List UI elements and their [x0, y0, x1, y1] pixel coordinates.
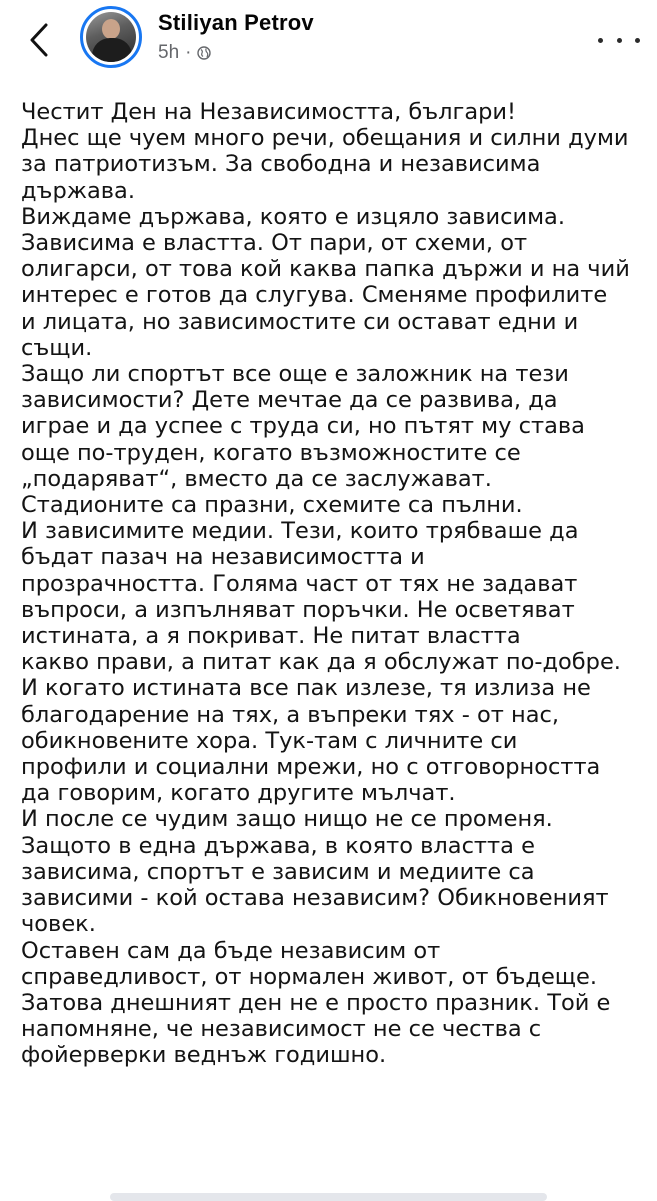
post-line: за патриотизъм. За свободна и независима: [21, 151, 541, 178]
post-line: зависимости? Дете мечтае да се развива, да: [21, 387, 558, 414]
post-line: държава.: [21, 177, 135, 204]
meta-separator: ·: [185, 42, 192, 63]
post-line: Стадионите са празни, схемите са пълни.: [21, 492, 523, 519]
more-dot: [598, 38, 603, 43]
post-line: И когато истината все пак излезе, тя излиза не: [21, 675, 591, 702]
post-line: напомняне, че независимост не се чества с: [21, 1016, 542, 1043]
post-line: прозрачността. Голяма част от тях не задават: [21, 570, 578, 597]
post-line: И зависимите медии. Тези, които трябваше да: [21, 518, 579, 545]
post-line: Затова днешният ден не е просто празник. Той е: [21, 989, 611, 1016]
more-dot: [635, 38, 640, 43]
post-line: още по-труден, когато възможностите се: [21, 439, 521, 466]
post-line: Защото в една държава, в която властта е: [21, 832, 535, 859]
post-line: Оставен сам да бъде независим от: [21, 937, 441, 964]
post-meta: [158, 42, 211, 64]
post-text: [21, 99, 646, 1069]
post-line: Защо ли спортът все още е заложник на тези: [21, 361, 569, 388]
post-line: Зависима е властта. От пари, от схеми, от: [21, 230, 528, 257]
post-line: И после се чудим защо нищо не се променя.: [21, 806, 553, 833]
post-line: Виждаме държава, която е изцяло зависима.: [21, 203, 565, 230]
post-line: играе и да успее с труда си, но пътят му става: [21, 413, 585, 440]
bottom-scroll-indicator: [110, 1193, 547, 1201]
post-line: истината, а я покриват. Не питат властта: [21, 623, 521, 650]
post-line: и лицата, но зависимостите си остават едни и: [21, 308, 579, 335]
avatar[interactable]: [80, 6, 142, 68]
post-line: да говорим, когато другите мълчат.: [21, 780, 456, 807]
back-button[interactable]: [22, 18, 56, 62]
post-line: фойерверки веднъж годишно.: [21, 1042, 387, 1069]
avatar-photo: [86, 12, 136, 62]
post-header: [0, 0, 657, 80]
post-line: зависими - кой остава независим? Обикновеният: [21, 885, 609, 912]
post-line: зависима, спортът е зависим и медиите са: [21, 858, 535, 885]
author-name[interactable]: Stiliyan Petrov: [158, 10, 314, 35]
post-line: какво прави, а питат как да я обслужат по-добре.: [21, 649, 621, 676]
post-line: човек.: [21, 911, 96, 938]
post-line: профили и социални мрежи, но с отговорността: [21, 754, 601, 781]
post-line: Днес ще чуем много речи, обещания и силни думи: [21, 125, 629, 152]
more-options-button[interactable]: [598, 28, 640, 52]
post-line: обикновените хора. Тук-там с личните си: [21, 727, 518, 754]
post-line: бъдат пазач на независимостта и: [21, 544, 425, 571]
post-line: справедливост, от нормален живот, от бъдеще.: [21, 963, 597, 990]
post-line: интерес е готов да слугува. Сменяме профилите: [21, 282, 608, 309]
post-line: Честит Ден на Независимостта, българи!: [21, 99, 517, 125]
post-line: въпроси, а изпълняват поръчки. Не осветяват: [21, 596, 575, 623]
globe-icon[interactable]: [197, 46, 211, 60]
chevron-left-icon: [29, 23, 49, 57]
post-time[interactable]: 5h: [158, 42, 180, 63]
post-line: същи.: [21, 334, 93, 361]
post-line: благодарение на тях, а въпреки тях - от нас,: [21, 701, 560, 728]
post-line: „подаряват“, вместо да се заслужават.: [21, 465, 492, 492]
more-dot: [617, 38, 622, 43]
post-line: олигарси, от това кой каква папка държи и на чий: [21, 256, 630, 283]
